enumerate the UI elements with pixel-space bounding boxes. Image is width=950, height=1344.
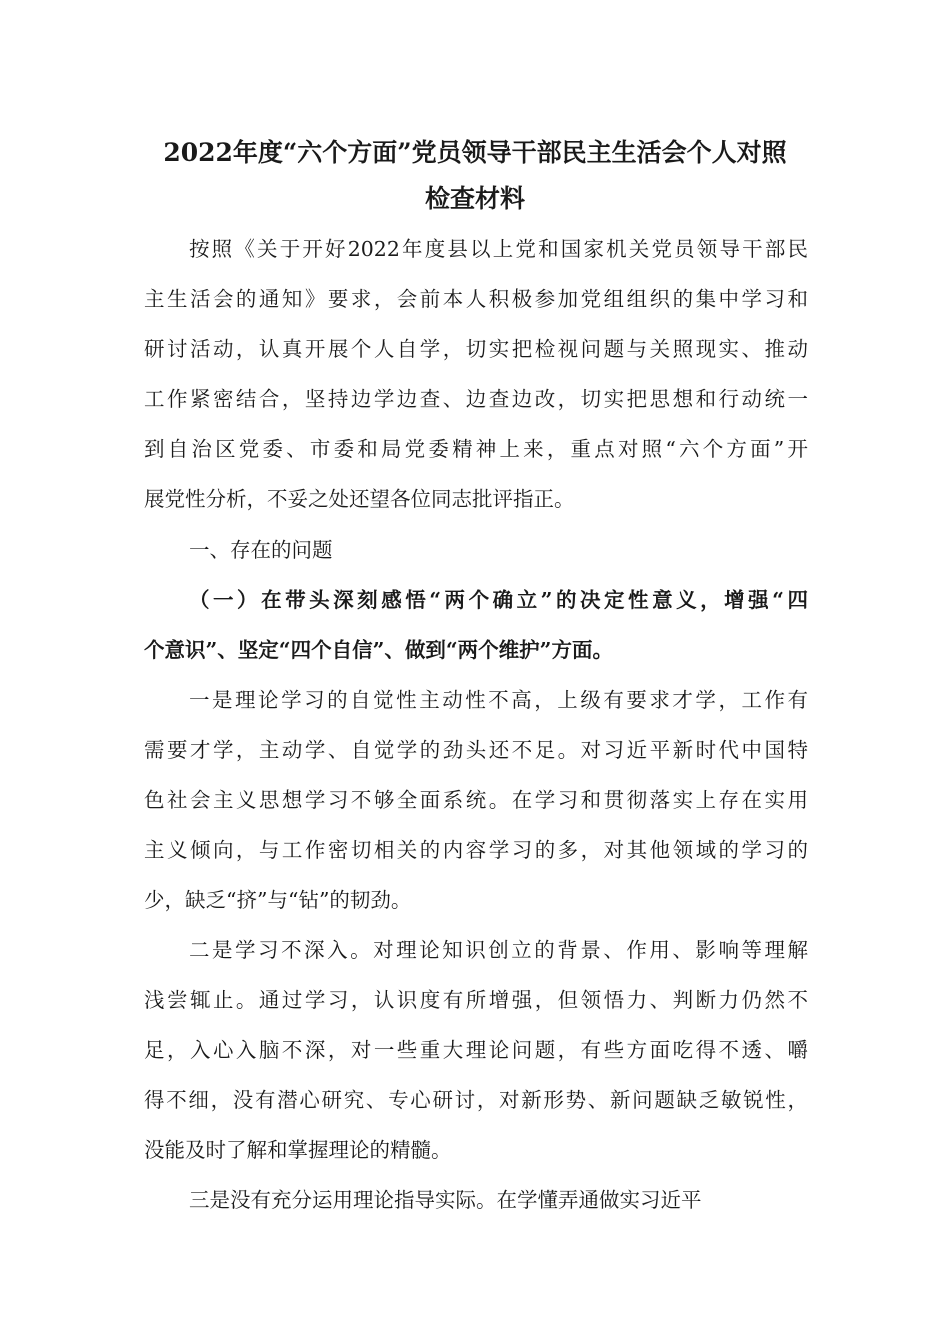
- paragraph-1-line: 少，缺乏“挤”与“钻”的韧劲。: [144, 888, 412, 912]
- paragraph-2-line: 没能及时了解和掌握理论的精髓。: [144, 1138, 452, 1162]
- paragraph-2-line: 足，入心入脑不深，对一些重大理论问题，有些方面吃得不透、嚼: [144, 1038, 808, 1062]
- intro-paragraph-line: 主生活会的通知》要求，会前本人积极参加党组组织的集中学习和: [144, 287, 808, 311]
- section-heading: 一、存在的问题: [189, 538, 333, 562]
- paragraph-2-line: 浅尝辄止。通过学习，认识度有所增强，但领悟力、判断力仍然不: [144, 988, 808, 1012]
- paragraph-3-line: 三是没有充分运用理论指导实际。在学懂弄通做实习近平: [189, 1188, 702, 1212]
- paragraph-1-line: 需要才学，主动学、自觉学的劲头还不足。对习近平新时代中国特: [144, 738, 808, 762]
- paragraph-2-line: 二是学习不深入。对理论知识创立的背景、作用、影响等理解: [189, 938, 808, 962]
- paragraph-1-line: 主义倾向，与工作密切相关的内容学习的多，对其他领域的学习的: [144, 838, 808, 862]
- intro-paragraph-line: 研讨活动，认真开展个人自学，切实把检视问题与关照现实、推动: [144, 337, 808, 361]
- subsection-heading-line: 个意识”、坚定“四个自信”、做到“两个维护”方面。: [144, 638, 613, 662]
- paragraph-1-line: 色社会主义思想学习不够全面系统。在学习和贯彻落实上存在实用: [144, 788, 808, 812]
- intro-paragraph-line: 工作紧密结合，坚持边学边查、边查边改，切实把思想和行动统一: [144, 387, 808, 411]
- intro-paragraph-line: 按照《关于开好2022年度县以上党和国家机关党员领导干部民: [189, 237, 808, 261]
- intro-paragraph-line: 到自治区党委、市委和局党委精神上来，重点对照“六个方面”开: [144, 437, 808, 461]
- intro-paragraph-line: 展党性分析，不妥之处还望各位同志批评指正。: [144, 487, 575, 511]
- subsection-heading-line: （一）在带头深刻感悟“两个确立”的决定性意义，增强“四: [189, 588, 808, 612]
- paragraph-1-line: 一是理论学习的自觉性主动性不高，上级有要求才学，工作有: [189, 688, 808, 712]
- document-title-line-1: 2022年度“六个方面”党员领导干部民主生活会个人对照: [163, 138, 787, 167]
- document-title-line-2: 检查材料: [424, 184, 525, 213]
- paragraph-2-line: 得不细，没有潜心研究、专心研讨，对新形势、新问题缺乏敏锐性，: [144, 1088, 808, 1112]
